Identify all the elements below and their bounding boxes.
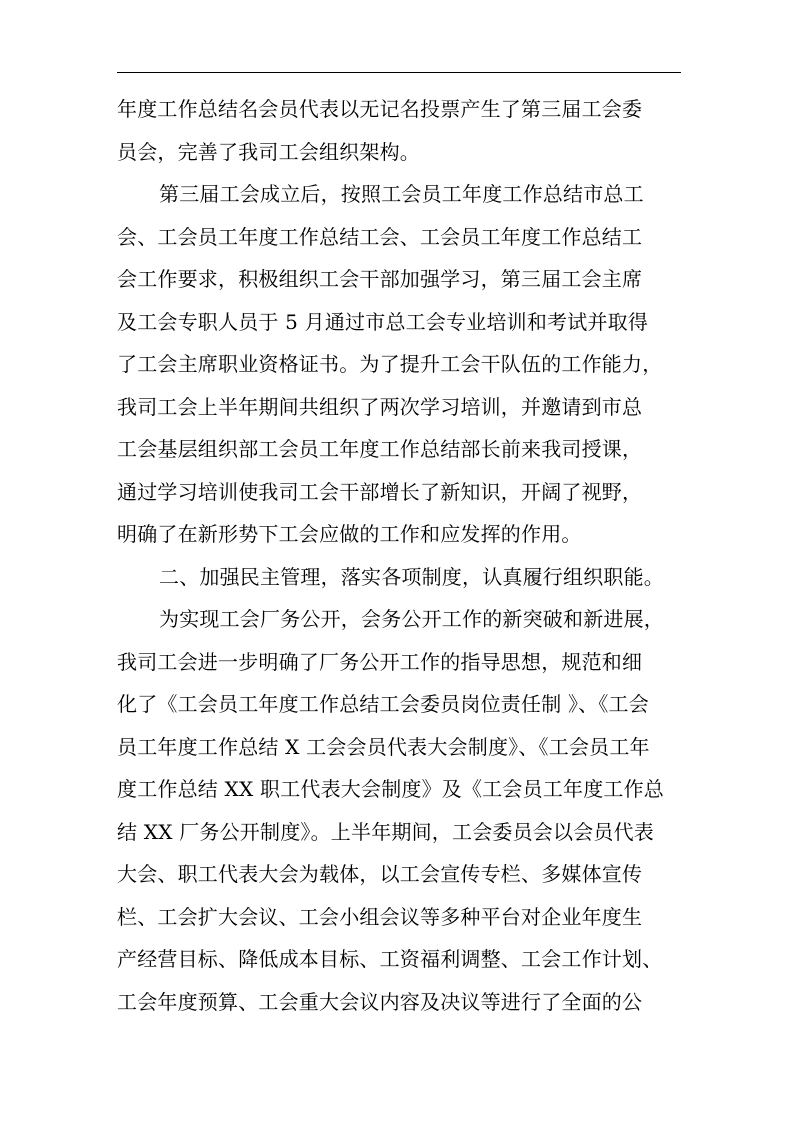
document-body bbox=[117, 88, 683, 1023]
text-line: 通过学习培训使我司工会干部增长了新知识，开阔了视野， bbox=[117, 479, 643, 504]
text-line: 我司工会进一步明确了厂务公开工作的指导思想，规范和细 bbox=[117, 649, 643, 674]
text-line: 产经营目标、降低成本目标、工资福利调整、工会工作计划、 bbox=[117, 947, 663, 971]
text-line: 员会，完善了我司工会组织架构。 bbox=[117, 139, 420, 164]
text-line: 及工会专职人员于 5 月通过市总工会专业培训和考试并取得 bbox=[117, 309, 649, 334]
header-rule bbox=[117, 72, 681, 73]
text-line: 栏、工会扩大会议、工会小组会议等多种平台对企业年度生 bbox=[117, 904, 643, 929]
text-line: 工会基层组织部工会员工年度工作总结部长前来我司授课， bbox=[117, 437, 643, 461]
text-line: 年度工作总结名会员代表以无记名投票产生了第三届工会委 bbox=[117, 97, 643, 121]
section-heading: 二、加强民主管理，落实各项制度，认真履行组织职能。 bbox=[159, 564, 664, 589]
text-line: 第三届工会成立后，按照工会员工年度工作总结市总工 bbox=[159, 182, 644, 206]
text-line: 工会年度预算、工会重大会议内容及决议等进行了全面的公 bbox=[117, 989, 643, 1014]
text-line: 明确了在新形势下工会应做的工作和应发挥的作用。 bbox=[117, 522, 582, 546]
text-line: 会工作要求，积极组织工会干部加强学习，第三届工会主席 bbox=[117, 267, 643, 291]
text-line: 了工会主席职业资格证书。为了提升工会干队伍的工作能力， bbox=[117, 352, 663, 376]
text-line: 结 XX 厂务公开制度》。上半年期间，工会委员会以会员代表 bbox=[117, 819, 654, 844]
text-line: 大会、职工代表大会为载体，以工会宣传专栏、多媒体宣传 bbox=[117, 862, 643, 886]
text-line: 为实现工会厂务公开，会务公开工作的新突破和新进展， bbox=[159, 607, 664, 631]
text-line: 会、工会员工年度工作总结工会、工会员工年度工作总结工 bbox=[117, 224, 643, 249]
text-line: 我司工会上半年期间共组织了两次学习培训，并邀请到市总 bbox=[117, 394, 643, 419]
text-line: 员工年度工作总结 X 工会会员代表大会制度》、《工会员工年 bbox=[117, 734, 650, 759]
text-line: 化了《工会员工年度工作总结工会委员岗位责任制 》、《工会 bbox=[117, 692, 649, 716]
text-line: 度工作总结 XX 职工代表大会制度》及《工会员工年度工作总 bbox=[117, 777, 664, 801]
